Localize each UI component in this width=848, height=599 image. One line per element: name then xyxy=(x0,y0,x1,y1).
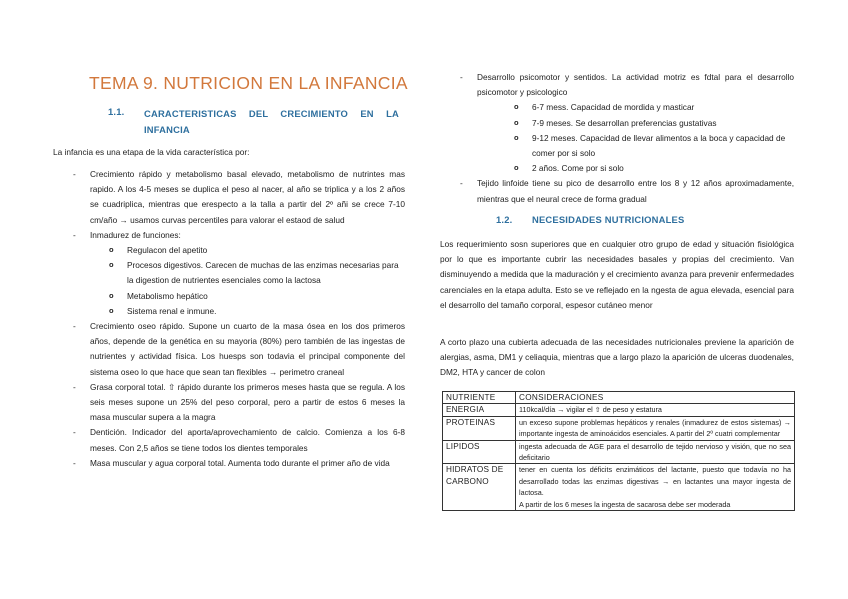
column-header: NUTRIENTE xyxy=(443,392,516,404)
sublist-item: o 6-7 mess. Capacidad de mordida y masticar xyxy=(495,100,794,115)
column-header: CONSIDERACIONES xyxy=(516,392,795,404)
section-heading-2 xyxy=(496,214,796,225)
sublist-item: o 7-9 meses. Se desarrollan preferencias gustativas xyxy=(495,116,794,131)
consideration-cell: ingesta adecuada de AGE para el desarrollo de tejido nervioso y visión, que no sea deficitario xyxy=(516,440,795,464)
section-number-1: 1.1. xyxy=(108,106,125,117)
nutrient-cell: HIDRATOS DE CARBONO xyxy=(443,464,516,511)
consideration-cell xyxy=(516,464,795,511)
list-item: - Tejido linfoide tiene su pico de desarrollo entre los 8 y 12 años aproximadamente, mientras que el neural crece de forma gradual xyxy=(440,176,794,206)
consideration-cell: un exceso supone problemas hepáticos y renales (inmadurez de estos sistemas) → importante ingesta de aminoácidos esenciales. A partir del 2º cuatri complementar xyxy=(516,416,795,440)
consideration-text: tener en cuenta los déficits enzimáticos del lactante, puesto que todavía no ha desarrollado todas las enzimas digestivas → en lactantes una mayor ingesta de lactosa. xyxy=(519,465,791,498)
nutrition-table xyxy=(442,391,795,511)
section-title-2: NECESIDADES NUTRICIONALES xyxy=(532,214,685,225)
nutrient-cell: ENERGIA xyxy=(443,404,516,416)
section-heading-1 xyxy=(108,106,405,137)
table-header-row xyxy=(443,392,795,404)
list-item: - Grasa corporal total. ⇧ rápido durante los primeros meses hasta que se regula. A los seis meses supone un 25% del peso corporal, pero a partir de estos 6 meses la masa muscular supera a la magra xyxy=(53,380,405,426)
development-list xyxy=(440,70,794,207)
functions-sublist xyxy=(90,243,405,319)
sublist-item: o Procesos digestivos. Carecen de muchas de las enzimas necesarias para la digestion de nutrientes esenciales como la lactosa xyxy=(90,258,405,288)
sublist-item: o Regulacon del apetito xyxy=(90,243,405,258)
list-item xyxy=(53,228,405,319)
section-number-2: 1.2. xyxy=(496,214,513,225)
psychomotor-sublist xyxy=(477,100,794,176)
sublist-item: o Metabolismo hepático xyxy=(90,289,405,304)
consideration-text: A partir de los 6 meses la ingesta de sacarosa debe ser moderada xyxy=(519,499,731,509)
page-title: TEMA 9. NUTRICION EN LA INFANCIA xyxy=(89,73,408,93)
list-item: - Masa muscular y agua corporal total. Aumenta todo durante el primer año de vida xyxy=(53,456,405,471)
list-item: - Dentición. Indicador del aporta/aprovechamiento de calcio. Comienza a los 6-8 meses. Con 2,5 años se tiene todos los dientes temporales xyxy=(53,425,405,455)
list-item xyxy=(440,70,794,176)
section1-intro: La infancia es una etapa de la vida característica por: xyxy=(53,147,250,157)
nutrient-cell: PROTEINAS xyxy=(443,416,516,440)
sublist-item: o 2 años. Come por si solo xyxy=(495,161,794,176)
nutrient-cell: LIPIDOS xyxy=(443,440,516,464)
table-row xyxy=(443,404,795,416)
section2-paragraph-1: Los requerimiento sosn superiores que en cualquier otro grupo de edad y situación fisiológica por lo que es importante cubrir las necesidades basales y propias del crecimiento. Van disminuyendo a medida que la maduración y el crecimiento avanza para prevenir enfermedades carenciales en la etapa adulta. Esto se ve reflejado en la ngesta de agua elevada, esencial para el desarrollo del tamaño corporal, espesor cutáneo menor xyxy=(440,239,794,310)
table-row xyxy=(443,440,795,464)
list-item-label: Desarrollo psicomotor y sentidos. La actividad motriz es fdtal para el desarrollo psicomotor y psicologico xyxy=(477,72,794,98)
list-item: - Crecimiento rápido y metabolismo basal elevado, metabolismo de nutrintes mas rapido. A los 4-5 meses se duplica el peso al nacer, al año se triplica y a los 2 años se cuadriplica, mientras que erespecto a la talla a partir del 2º añi se crece 7-10 cm/año → usamos curvas percentiles para valorar el estaod de salud xyxy=(53,167,405,228)
sublist-item: o Sistema renal e inmune. xyxy=(90,304,405,319)
table-row xyxy=(443,416,795,440)
consideration-cell: 110kcal/día → vigilar el ⇧ de peso y estatura xyxy=(516,404,795,416)
list-item: - Crecimiento oseo rápido. Supone un cuarto de la masa ósea en los dos primeros años, depende de la genética en su mayoria (80%) pero también de las ingestas de nutrientes y actividad física. Los huesps son todavia el principal componente del sistema oseo lo que hace que sean tan flexibles → perimetro craneal xyxy=(53,319,405,380)
section-title-1: CARACTERISTICAS DEL CRECIMIENTO EN LA INFANCIA xyxy=(144,108,399,135)
sublist-item: o 9-12 meses. Capacidad de llevar alimentos a la boca y capacidad de comer por si solo xyxy=(495,131,794,161)
section2-paragraph-2: A corto plazo una cubierta adecuada de las necesidades nutricionales previene la aparición de alergias, asma, DM1 y celiaquia, mientras que a largo plazo la aparición de ulceras duodenales, DM2, HTA y cancer de colon xyxy=(440,337,794,378)
table-row xyxy=(443,464,795,511)
list-item-label: Inmadurez de funciones: xyxy=(90,229,181,240)
characteristics-list xyxy=(53,167,405,471)
